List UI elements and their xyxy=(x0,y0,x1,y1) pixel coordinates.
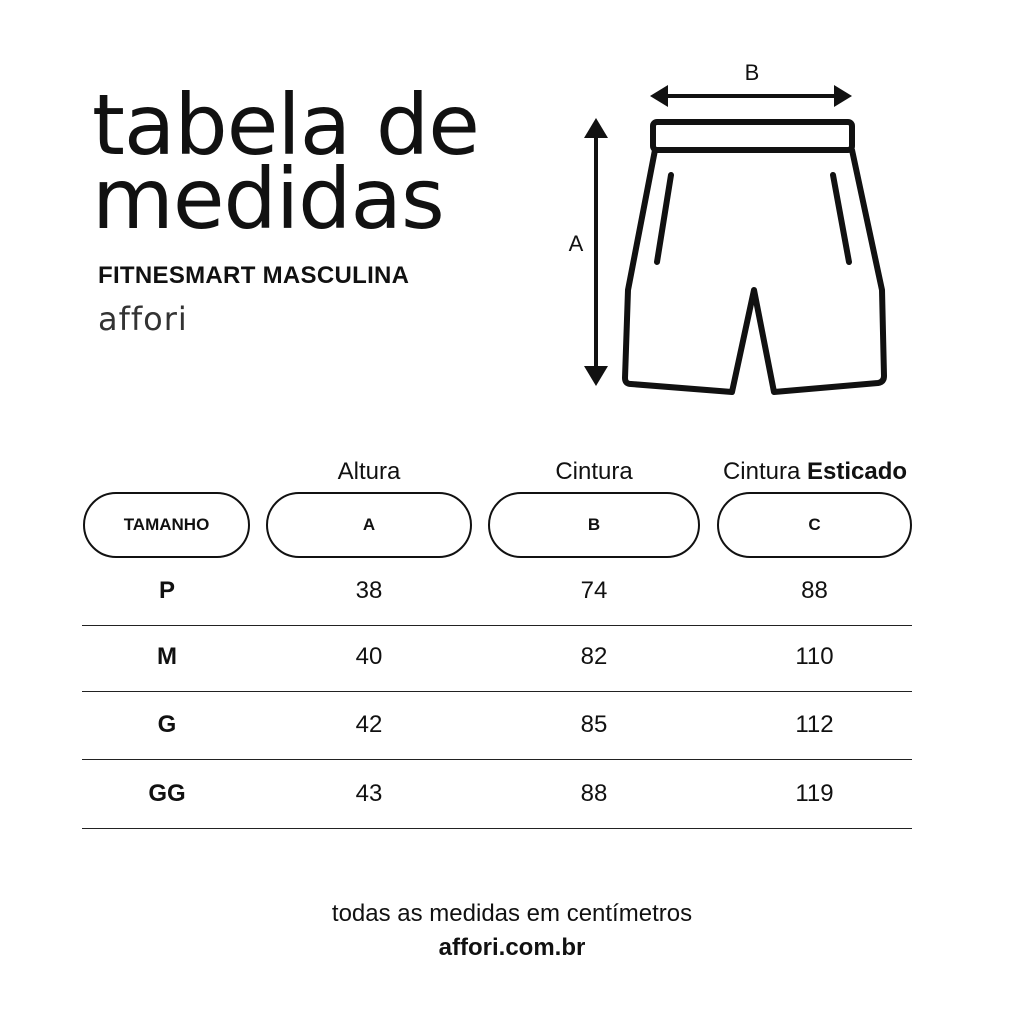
shorts-diagram xyxy=(560,55,900,400)
column-title-cintura: Cintura xyxy=(555,458,633,485)
table-row xyxy=(82,557,912,626)
header-pill-b: B xyxy=(488,492,700,558)
size-cell: GG xyxy=(148,780,186,807)
size-cell: M xyxy=(157,643,177,670)
value-b-cell: 82 xyxy=(580,643,608,670)
title-line-1: tabela de xyxy=(92,76,479,174)
column-title-cintura-esticado: Cintura Esticado xyxy=(722,458,908,485)
value-a-cell: 40 xyxy=(355,643,383,670)
size-cell: P xyxy=(158,577,175,604)
header-pill-tamanho: TAMANHO xyxy=(83,492,250,558)
value-a-cell: 42 xyxy=(355,711,383,738)
units-note: todas as medidas em centímetros xyxy=(331,900,693,927)
table-row xyxy=(82,691,912,760)
value-c-cell: 119 xyxy=(795,780,834,807)
table-row xyxy=(82,623,912,692)
height-arrow-icon xyxy=(584,118,608,386)
value-c-cell: 112 xyxy=(795,711,834,738)
page-title xyxy=(92,76,479,248)
label-a: A xyxy=(568,231,584,256)
value-b-cell: 74 xyxy=(580,577,608,604)
table-row xyxy=(82,760,912,829)
size-cell: G xyxy=(157,711,177,738)
value-a-cell: 38 xyxy=(355,577,383,604)
product-subtitle: FITNESMART MASCULINA xyxy=(98,262,410,289)
shorts-icon xyxy=(625,122,884,392)
header-pill-c: C xyxy=(717,492,912,558)
label-b: B xyxy=(744,60,760,85)
column-title-altura: Altura xyxy=(337,458,401,485)
width-arrow-icon xyxy=(650,85,852,107)
value-c-cell: 110 xyxy=(795,643,834,670)
value-a-cell: 43 xyxy=(355,780,383,807)
value-b-cell: 85 xyxy=(580,711,608,738)
brand-logo: affori xyxy=(98,300,188,338)
header-pill-a: A xyxy=(266,492,472,558)
title-line-2: medidas xyxy=(92,150,444,248)
website-link[interactable]: affori.com.br xyxy=(438,934,586,961)
value-b-cell: 88 xyxy=(580,780,608,807)
value-c-cell: 88 xyxy=(801,577,828,604)
